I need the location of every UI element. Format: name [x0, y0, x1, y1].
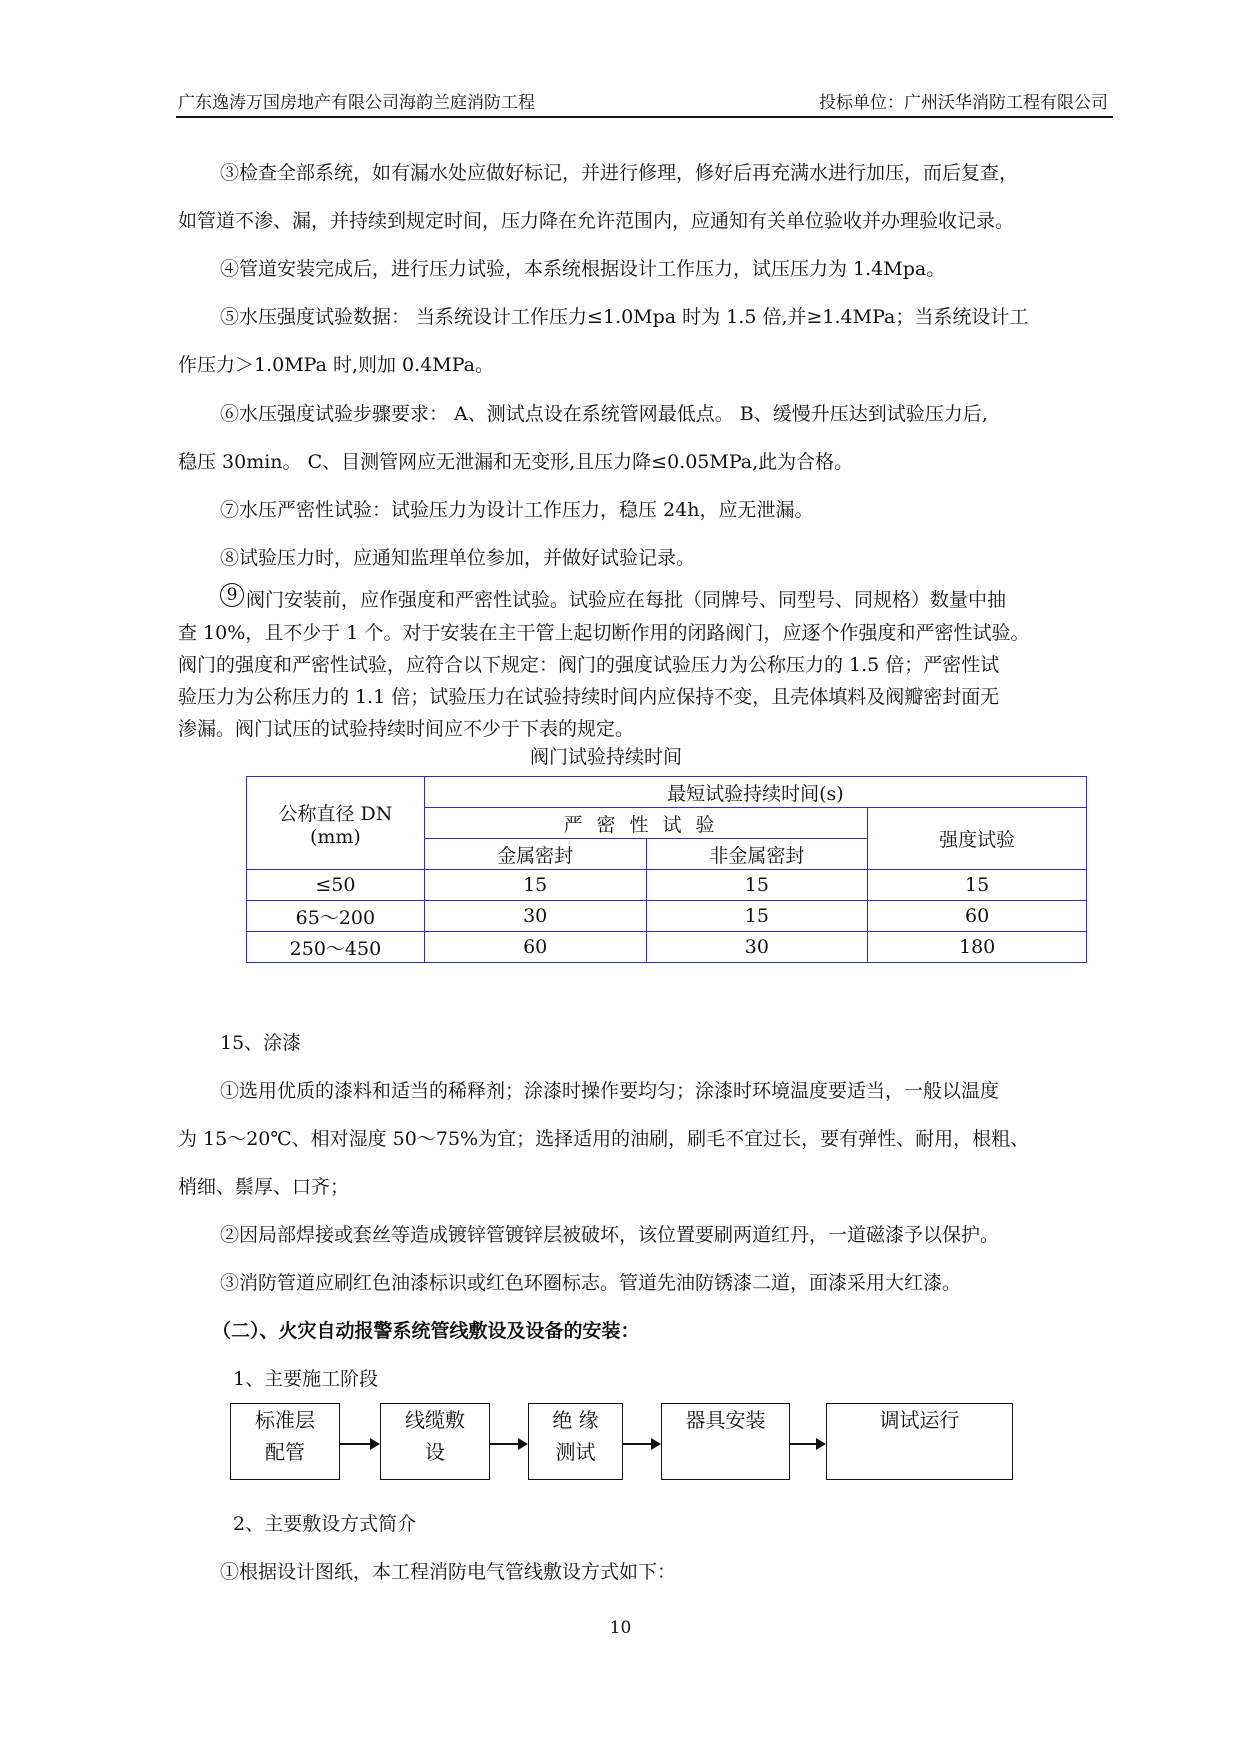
- flow-step-line2: 测试: [555, 1440, 596, 1464]
- header-rule: [176, 116, 1113, 118]
- flow-step-line1: 标准层: [255, 1408, 315, 1432]
- header-dn-line2: (mm): [309, 825, 361, 848]
- para-3-line1: ③检查全部系统，如有漏水处应做好标记，并进行修理，修好后再充满水进行加压，而后复查，: [220, 162, 1019, 184]
- cell-nonmetal: 15: [646, 870, 868, 901]
- table-row: [247, 870, 1087, 901]
- section2-heading: （二）、火灾自动报警系统管线敷设及设备的安装：: [212, 1320, 640, 1342]
- para-7: ⑦水压严密性试验：试验压力为设计工作压力，稳压 24h，应无泄漏。: [220, 499, 814, 521]
- method-heading: 2、主要敷设方式简介: [233, 1513, 417, 1535]
- header-strength: 强度试验: [868, 808, 1087, 870]
- header-metal-seal: 金属密封: [424, 839, 646, 870]
- para-5-line1: ⑤水压强度试验数据： 当系统设计工作压力≤1.0Mpa 时为 1.5 倍,并≥1.4MPa；当系统设计工: [220, 306, 1029, 328]
- flow-arrow: [340, 1443, 378, 1445]
- header-right-bidder: 投标单位：广州沃华消防工程有限公司: [819, 93, 1108, 113]
- flow-step-line2: 配管: [265, 1440, 305, 1464]
- para-5-line2: 作压力＞1.0MPa 时,则加 0.4MPa。: [178, 354, 494, 376]
- para-6-line2: 稳压 30min。 C、目测管网应无泄漏和无变形,且压力降≤0.05MPa,此为合格。: [178, 451, 854, 473]
- para-4: ④管道安装完成后，进行压力试验，本系统根据设计工作压力，试压压力为 1.4Mpa。: [220, 258, 946, 280]
- flow-step-line2: 设: [425, 1440, 445, 1464]
- para-8: ⑧试验压力时，应通知监理单位参加，并做好试验记录。: [220, 547, 696, 569]
- table-row: [247, 932, 1087, 963]
- cell-dn: 250～450: [247, 932, 425, 963]
- method-p1: ①根据设计图纸，本工程消防电气管线敷设方式如下：: [220, 1561, 677, 1583]
- cell-strength: 180: [868, 932, 1087, 963]
- flow-step-cabling: [380, 1403, 490, 1480]
- painting-heading: 15、涂漆: [220, 1032, 302, 1054]
- para-9-line5: 渗漏。阀门试压的试验持续时间应不少于下表的规定。: [178, 718, 635, 740]
- circled-nine-marker: 9: [220, 583, 244, 607]
- header-tightness: 严密性试验: [424, 808, 867, 839]
- para-9-line2: 查 10%，且不少于 1 个。对于安装在主干管上起切断作用的闭路阀门，应逐个作强度和严密性试验。: [178, 622, 1030, 644]
- cell-metal: 30: [424, 901, 646, 932]
- painting-p1-line1: ①选用优质的漆料和适当的稀释剂；涂漆时操作要均匀；涂漆时环境温度要适当，一般以温度: [220, 1080, 1000, 1102]
- para-9-line1: [220, 587, 1165, 614]
- cell-nonmetal: 15: [646, 901, 868, 932]
- cell-metal: 60: [424, 932, 646, 963]
- valve-test-table: [246, 776, 1087, 963]
- flow-arrow: [790, 1443, 824, 1445]
- cell-metal: 15: [424, 870, 646, 901]
- flow-step-line1: 器具安装: [685, 1408, 766, 1432]
- flow-step-device-install: [661, 1403, 790, 1480]
- flow-step-insulation-test: [528, 1403, 623, 1480]
- cell-strength: 60: [868, 901, 1087, 932]
- para-9-line1-text: 阀门安装前，应作强度和严密性试验。试验应在每批（同牌号、同型号、同规格）数量中抽: [246, 589, 1007, 611]
- cell-dn: 65～200: [247, 901, 425, 932]
- flow-step-line1: 绝 缘: [552, 1408, 599, 1432]
- header-dn-line1: 公称直径 DN: [278, 802, 393, 825]
- header-left-title: 广东逸涛万国房地产有限公司海韵兰庭消防工程: [178, 93, 535, 113]
- valve-table-title: 阀门试验持续时间: [530, 746, 683, 768]
- para-9-line4: 验压力为公称压力的 1.1 倍；试验压力在试验持续时间内应保持不变，且壳体填料及阀瓣密封面无: [178, 686, 1000, 708]
- table-row: [247, 901, 1087, 932]
- flow-arrow: [490, 1443, 526, 1445]
- cell-dn: ≤50: [247, 870, 425, 901]
- painting-p1-line3: 梢细、鬃厚、口齐；: [178, 1176, 350, 1198]
- header-nonmetal-seal: 非金属密封: [646, 839, 868, 870]
- flow-arrow: [623, 1443, 659, 1445]
- flow-step-line1: 调试运行: [879, 1408, 960, 1432]
- cell-nonmetal: 30: [646, 932, 868, 963]
- page-number: 10: [609, 1618, 632, 1638]
- painting-p2: ②因局部焊接或套丝等造成镀锌管镀锌层被破坏，该位置要刷两道红丹，一道磁漆予以保护。: [220, 1224, 1000, 1246]
- stage-heading: 1、主要施工阶段: [233, 1368, 379, 1390]
- para-9-line3: 阀门的强度和严密性试验，应符合以下规定：阀门的强度试验压力为公称压力的 1.5 倍；严密性试: [178, 654, 1000, 676]
- cell-strength: 15: [868, 870, 1087, 901]
- para-6-line1: ⑥水压强度试验步骤要求： A、测试点设在系统管网最低点。 B、缓慢升压达到试验压力后,: [220, 403, 988, 425]
- painting-p3: ③消防管道应刷红色油漆标识或红色环圈标志。管道先油防锈漆二道，面漆采用大红漆。: [220, 1272, 962, 1294]
- para-3-line2: 如管道不渗、漏，并持续到规定时间，压力降在允许范围内，应通知有关单位验收并办理验收记录。: [178, 210, 1015, 232]
- flow-step-conduit: [230, 1403, 340, 1480]
- header-min-time: 最短试验持续时间(s): [424, 777, 1086, 808]
- painting-p1-line2: 为 15～20℃、相对湿度 50～75%为宜；选择适用的油刷，刷毛不宜过长，要有弹性、耐用，根粗、: [178, 1128, 1030, 1150]
- flow-step-line1: 线缆敷: [405, 1408, 465, 1432]
- flow-step-commissioning: [826, 1403, 1013, 1480]
- header-dn: [247, 777, 425, 870]
